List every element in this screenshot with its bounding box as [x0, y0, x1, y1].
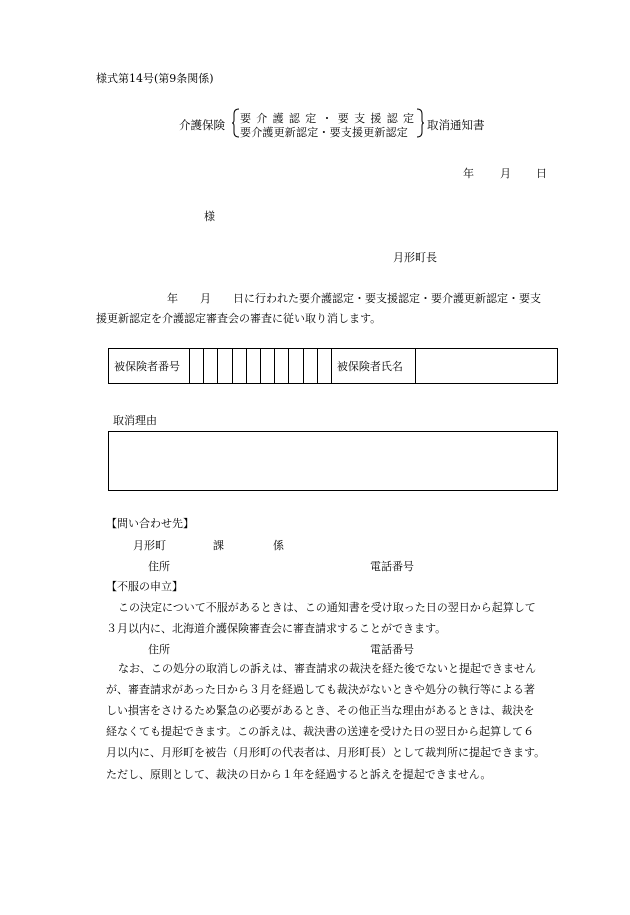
insured-number-digit-box[interactable] — [289, 349, 303, 383]
date-month-label: 月 — [500, 167, 511, 180]
title-suffix: 取消通知書 — [427, 118, 485, 132]
objection-address-label: 住所 — [148, 643, 170, 656]
objection-para1-line2: ３月以内に、北海道介護保険審査会に審査請求することができます。 — [106, 622, 447, 635]
notice-line-1: 年 月 日に行われた要介護認定・要支援認定・要介護更新認定・要支 — [167, 292, 541, 305]
insured-name-label: 被保険者氏名 — [336, 360, 403, 373]
objection-para2-line1: なお、この処分の取消しの訴えは、審査請求の裁決を経た後でないと提起できません — [118, 662, 536, 675]
insured-number-digit-box[interactable] — [190, 349, 204, 383]
form-number: 様式第14号(第9条関係) — [96, 72, 214, 85]
insured-number-digit-box[interactable] — [304, 349, 318, 383]
inquiry-town: 月形町 — [133, 539, 166, 552]
objection-para1-line1: この決定について不服があるときは、この通知書を受け取った日の翌日から起算して — [118, 601, 536, 614]
inquiry-phone-label: 電話番号 — [370, 560, 414, 573]
objection-para2-line2: が、審査請求があった日から３月を経過しても裁決がないときや処分の執行等による著 — [106, 683, 535, 696]
insured-number-label: 被保険者番号 — [114, 360, 180, 373]
insured-number-digit-box[interactable] — [233, 349, 247, 383]
objection-heading: 【不服の申立】 — [106, 580, 183, 593]
reason-field[interactable] — [108, 431, 558, 491]
notice-line-2: 援更新認定を介護認定審査会の審査に従い取り消します。 — [96, 312, 382, 325]
insured-info-table — [108, 348, 558, 384]
objection-phone-label: 電話番号 — [370, 643, 414, 656]
inquiry-address-label: 住所 — [148, 560, 170, 573]
title-line-1: 要介護認定・要支援認定 — [240, 112, 420, 125]
insured-number-digit-box[interactable] — [318, 349, 332, 383]
insured-number-digit-box[interactable] — [261, 349, 275, 383]
objection-para2-line4: 経なくても提起できます。この訴えは、裁決書の送達を受けた日の翌日から起算して６ — [106, 725, 535, 738]
recipient-suffix: 様 — [204, 210, 215, 223]
inquiry-heading: 【問い合わせ先】 — [106, 517, 194, 530]
insured-name-field[interactable] — [416, 349, 557, 383]
objection-para2-line5: 月以内に、月形町を被告（月形町の代表者は、月形町長）として裁判所に提起できます。 — [106, 746, 546, 759]
insured-name-label-cell — [332, 349, 416, 383]
insured-number-digit-box[interactable] — [275, 349, 289, 383]
insured-number-digit-box[interactable] — [204, 349, 218, 383]
insured-number-digit-box[interactable] — [247, 349, 261, 383]
title-prefix: 介護保険 — [179, 118, 225, 132]
title-line-2: 要介護更新認定・要支援更新認定 — [240, 126, 408, 139]
date-year-label: 年 — [463, 167, 474, 180]
issuer: 月形町長 — [393, 251, 437, 264]
insured-number-label-cell — [109, 349, 190, 383]
inquiry-subsection: 係 — [273, 539, 284, 552]
date-day-label: 日 — [536, 167, 547, 180]
objection-para2-line3: しい損害をさけるため緊急の必要があるとき、その他正当な理由があるときは、裁決を — [106, 704, 535, 717]
insured-number-digit-box[interactable] — [218, 349, 232, 383]
reason-label: 取消理由 — [113, 414, 157, 427]
inquiry-section: 課 — [213, 539, 224, 552]
objection-para2-line6: ただし、原則として、裁決の日から１年を経過すると訴えを提起できません。 — [106, 768, 492, 781]
